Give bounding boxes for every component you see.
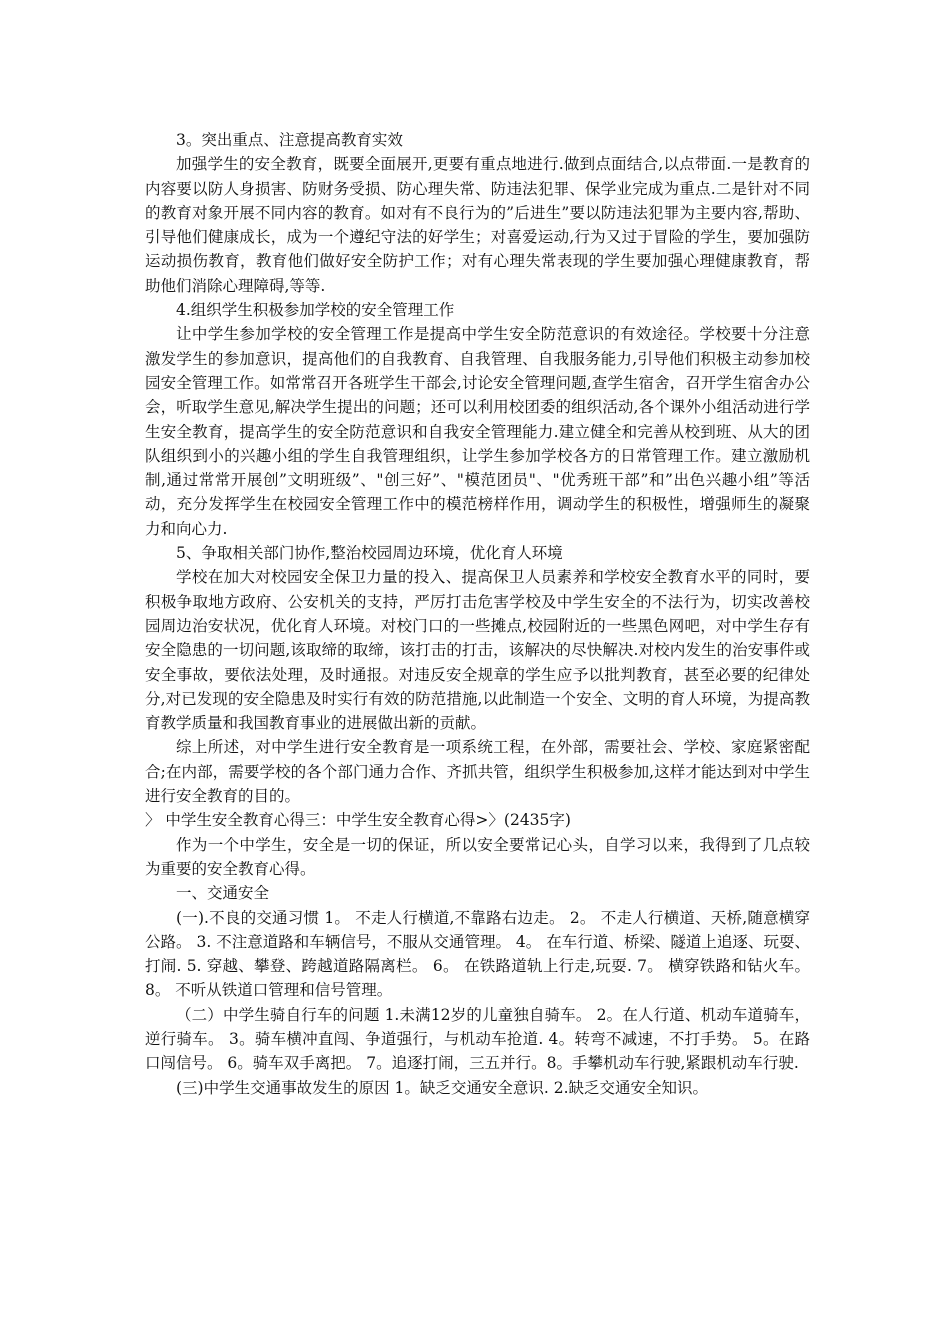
paragraph: 学校在加大对校园安全保卫力量的投入、提高保卫人员素养和学校安全教育水平的同时，要积极争取地方政府、公安机关的支持，严厉打击危害学校及中学生安全的不法行为，切实改善校园周边治安状况，优化育人环境。对校门口的一些摊点,校园附近的一些黑色网吧，对中学生存有安全隐患的一切问题,该取缔的取缔，该打击的打击，该解决的尽快解决.对校内发生的治安事件或安全事故，要依法处理，及时通报。对违反安全规章的学生应予以批判教育，甚至必要的纪律处分,对已发现的安全隐患及时实行有效的防范措施,以此制造一个安全、文明的育人环境，为提高教育教学质量和我国教育事业的进展做出新的贡献。 <box>145 568 810 733</box>
heading-5: 5、争取相关部门协作,整治校园周边环境，优化育人环境 <box>176 544 563 563</box>
paragraph: (三)中学生交通事故发生的原因 1。缺乏交通安全意识. 2.缺乏交通安全知识。 <box>176 1078 709 1097</box>
paragraph: 加强学生的安全教育，既要全面展开,更要有重点地进行.做到点面结合,以点带面.一是教育的内容要以防人身损害、防财务受损、防心理失常、防违法犯罪、保学业完成为重点.二是针对不同的教育对象开展不同内容的教育。如对有不良行为的”后进生”要以防违法犯罪为主要内容,帮助、引导他们健康成长，成为一个遵纪守法的好学生；对喜爱运动,行为又过于冒险的学生，要加强防运动损伤教育，教育他们做好安全防护工作；对有心理失常表现的学生要加强心理健康教育，帮助他们消除心理障碍,等等. <box>145 155 810 295</box>
paragraph: (一).不良的交通习惯 1。 不走人行横道,不靠路右边走。 2。 不走人行横道、天桥,随意横穿公路。 3. 不注意道路和车辆信号，不服从交通管理。 4。 在车行道、桥梁、隧道上追逐、玩耍、打闹. 5. 穿越、攀登、跨越道路隔离栏。 6。 在铁路道轨上行走,玩耍. 7。 横穿铁路和钻火车。 8。 不听从铁道口管理和信号管理。 <box>145 908 810 1000</box>
document-body <box>145 128 810 1100</box>
paragraph: 作为一个中学生，安全是一切的保证，所以安全要常记心头，自学习以来，我得到了几点较为重要的安全教育心得。 <box>145 835 810 878</box>
section-title: 〉 中学生安全教育心得三：中学生安全教育心得>〉(2435字) <box>145 811 571 830</box>
heading-4: 4.组织学生积极参加学校的安全管理工作 <box>176 301 455 320</box>
paragraph: （二）中学生骑自行车的问题 1.未满12岁的儿童独自骑车。 2。在人行道、机动车道骑车，逆行骑车。 3。骑车横冲直闯、争道强行，与机动车抢道. 4。转弯不减速，不打手势。 5。在路口闯信号。 6。骑车双手离把。 7。追逐打闹，三五并行。8。手攀机动车行驶,紧跟机动车行驶. <box>145 1005 810 1073</box>
heading-3: 3。突出重点、注意提高教育实效 <box>176 131 403 149</box>
paragraph: 让中学生参加学校的安全管理工作是提高中学生安全防范意识的有效途径。学校要十分注意激发学生的参加意识，提高他们的自我教育、自我管理、自我服务能力,引导他们积极主动参加校园安全管理工作。如常常召开各班学生干部会,讨论安全管理问题,查学生宿舍，召开学生宿舍办公会，听取学生意见,解决学生提出的问题；还可以利用校团委的组织活动,各个课外小组活动进行学生安全教育，提高学生的安全防范意识和自我安全管理能力.建立健全和完善从校到班、从大的团队组织到小的兴趣小组的学生自我管理组织，让学生参加学校各方的日常管理工作。建立激励机制,通过常常开展创”文明班级”、"创三好”、"模范团员"、"优秀班干部”和”出色兴趣小组”等活动，充分发挥学生在校园安全管理工作中的模范榜样作用，调动学生的积极性，增强师生的凝聚力和向心力. <box>145 325 810 538</box>
paragraph: 综上所述，对中学生进行安全教育是一项系统工程，在外部，需要社会、学校、家庭紧密配合;在内部，需要学校的各个部门通力合作、齐抓共管，组织学生积极参加,这样才能达到对中学生进行安全教育的目的。 <box>145 738 810 806</box>
heading-traffic: 一、交通安全 <box>176 884 270 903</box>
